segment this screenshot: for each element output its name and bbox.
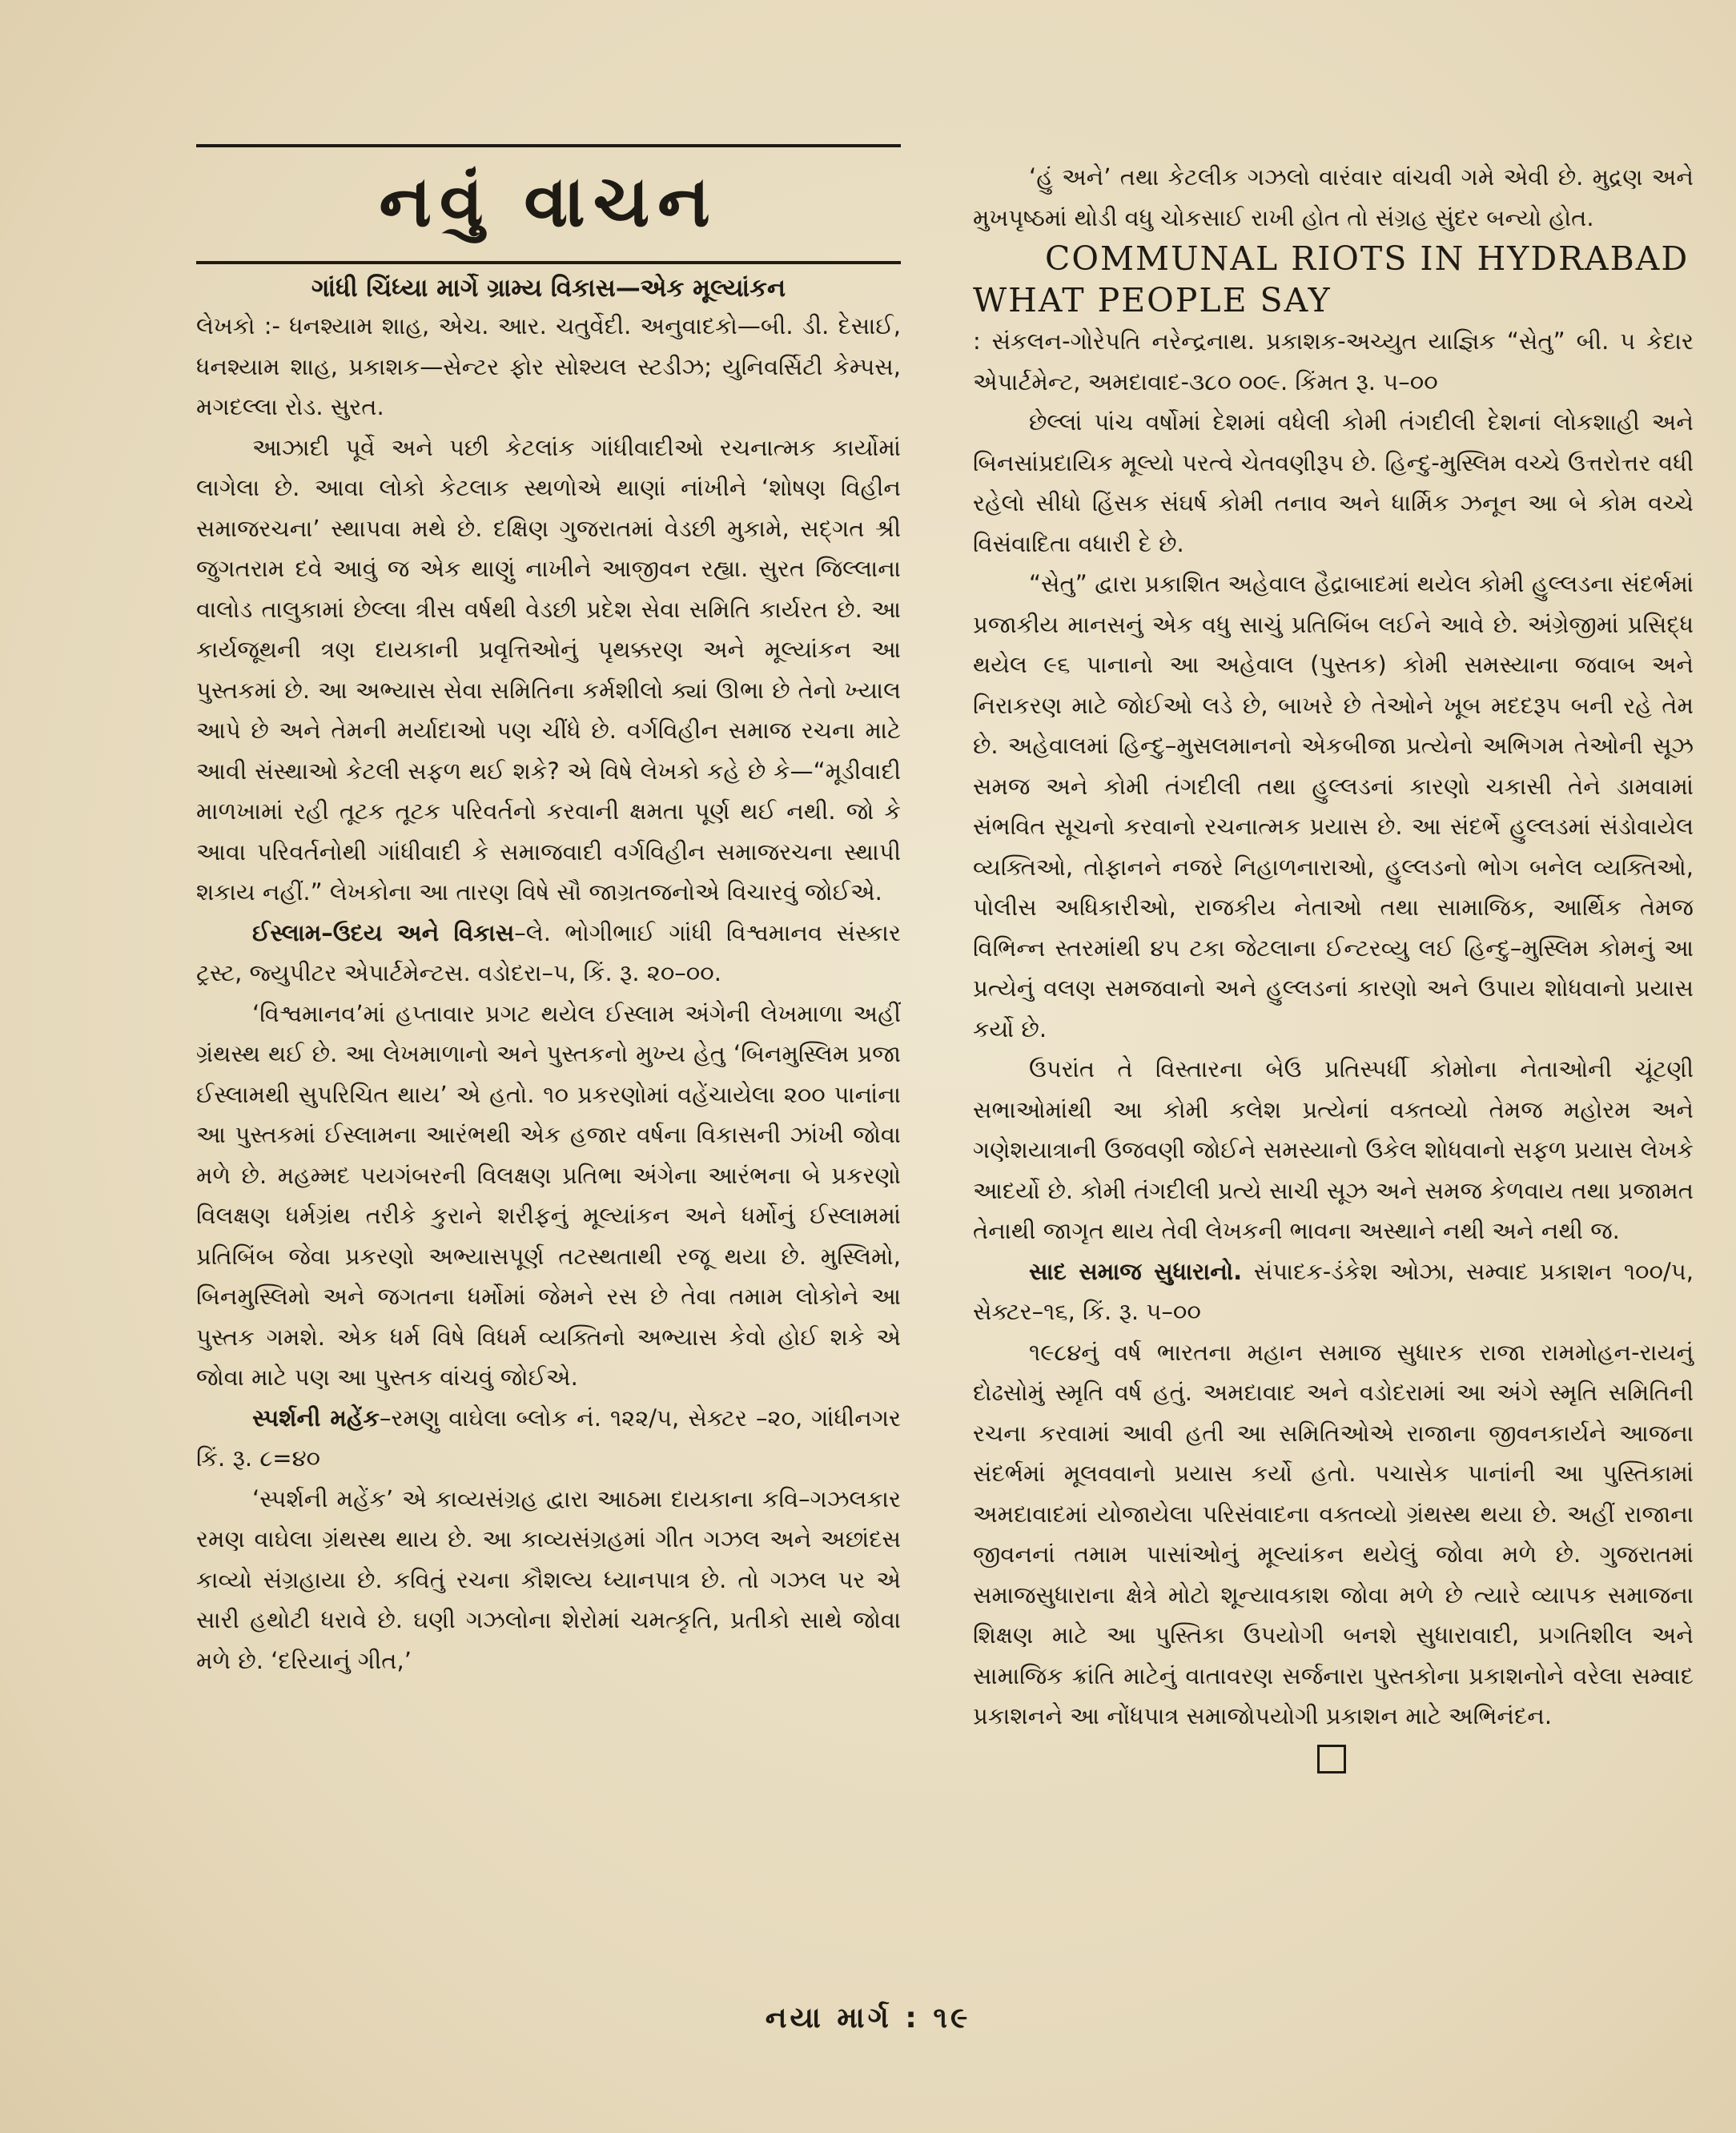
end-of-article-mark xyxy=(1317,1745,1346,1773)
left-column xyxy=(196,144,901,1681)
right-column xyxy=(973,157,1694,1777)
book5-title: સાદ સમાજ સુધારાનો. xyxy=(1029,1257,1243,1285)
book3-title: સ્પર્શની મહેંક xyxy=(252,1404,380,1432)
book1-review: આઝાદી પૂર્વે અને પછી કેટલાંક ગાંધીવાદીઓ રચનાત્મક કાર્યોમાં લાગેલા છે. આવા લોકો કેટલાક સ્થળોએ થાણાં નાંખીને ‘શોષણ વિહીન સમાજરચના’ સ્થાપવા મથે છે. દક્ષિણ ગુજરાતમાં વેડછી મુકામે, સદ્‌ગત શ્રી જુગતરામ દવે આવું જ એક થાણું નાખીને આજીવન રહ્યા. સુરત જિલ્લાના વાલોડ તાલુકામાં છેલ્લા ત્રીસ વર્ષથી વેડછી પ્રદેશ સેવા સમિતિ કાર્યરત છે. આ કાર્યજૂથની ત્રણ દાયકાની પ્રવૃત્તિઓનું પૃથક્કરણ અને મૂલ્યાંકન આ પુસ્તકમાં છે. આ અભ્યાસ સેવા સમિતિના કર્મશીલો ક્યાં ઊભા છે તેનો ખ્યાલ આપે છે અને તેમની મર્યાદાઓ પણ ચીંધે છે. વર્ગવિહીન સમાજ રચના માટે આવી સંસ્થાઓ કેટલી સફળ થઈ શકે? એ વિષે લેખકો કહે છે કે—“મૂડીવાદી માળખામાં રહી તૂટક તૂટક પરિવર્તનો કરવાની ક્ષમતા પૂર્ણ થઈ નથી. જો કે આવા પરિવર્તનોથી ગાંધીવાદી કે સમાજવાદી વર્ગવિહીન સમાજરચના સ્થાપી શકાય નહીં.” લેખકોના આ તારણ વિષે સૌ જાગ્રતજનોએ વિચારવું જોઈએ. xyxy=(196,433,901,906)
book3-review-continued: ‘હું અને’ તથા કેટલીક ગઝલો વારંવાર વાંચવી ગમે એવી છે. મુદ્રણ અને મુખપૃષ્ઠમાં થોડી વધુ ચોકસાઈ રાખી હોત તો સંગ્રહ સુંદર બન્યો હોત. xyxy=(973,163,1694,231)
page-heading: નવું વાચન xyxy=(379,160,718,243)
book3-review: ‘સ્પર્શની મહેંક’ એ કાવ્યસંગ્રહ દ્વારા આઠમા દાયકાના કવિ–ગઝલકાર રમણ વાઘેલા ગ્રંથસ્થ થાય છે. આ કાવ્યસંગ્રહમાં ગીત ગઝલ અને અછાંદસ કાવ્યો સંગ્રહાયા છે. કવિતું રચના કૌશલ્ય ધ્યાનપાત્ર છે. તો ગઝલ પર એ સારી હથોટી ધરાવે છે. ઘણી ગઝલોના શેરોમાં ચમત્કૃતિ, પ્રતીકો સાથે જોવા મળે છે. ‘દરિયાનું ગીત,’ xyxy=(196,1484,901,1674)
book5-meta: સંપાદક-ડંકેશ ઓઝા, સમ્વાદ પ્રકાશન ૧૦૦/૫, સેક્ટર–૧૬, કિં. રૂ. ૫–૦૦ xyxy=(973,1257,1694,1325)
top-rule xyxy=(196,144,901,147)
book4-review-2: “સેતુ” દ્વારા પ્રકાશિત અહેવાલ હૈદ્રાબાદમાં થયેલ કોમી હુલ્લડના સંદર્ભમાં પ્રજાકીય માનસનું એક વધુ સાચું પ્રતિબિંબ લઈને આવે છે. અંગ્રેજીમાં પ્રસિદ્ધ થયેલ ૯૬ પાનાનો આ અહેવાલ (પુસ્તક) કોમી સમસ્યાના જવાબ અને નિરાકરણ માટે જોઈઓ લડે છે, બાખરે છે તેઓને ખૂબ મદદરૂપ બની રહે તેમ છે. અહેવાલમાં હિન્દુ–મુસલમાનનો એકબીજા પ્રત્યેનો અભિગમ તેઓની સૂઝ સમજ અને કોમી તંગદીલી તથા હુલ્લડનાં કારણો ચકાસી તેને ડામવામાં સંભવિત સૂચનો કરવાનો રચનાત્મક પ્રયાસ છે. આ સંદર્ભે હુલ્લડમાં સંડોવાયેલ વ્યક્તિઓ, તોફાનને નજરે નિહાળનારાઓ, હુલ્લડનો ભોગ બનેલ વ્યક્તિઓ, પોલીસ અધિકારીઓ, રાજકીય નેતાઓ તથા સામાજિક, આર્થિક તેમજ વિભિન્ન સ્તરમાંથી ૪૫ ટકા જેટલાના ઈન્ટરવ્યુ લઈ હિન્દુ–મુસ્લિમ કોમનું આ પ્રત્યેનું વલણ સમજવાનો અને હુલ્લડનાં કારણો અને ઉપાય શોધવાનો પ્રયાસ કર્યો છે. xyxy=(973,570,1694,1042)
book1-title: ગાંધી ચિંધ્યા માર્ગે ગ્રામ્ય વિકાસ—એક મૂલ્યાંકન xyxy=(311,274,786,303)
book2-meta: –લે. ભોગીભાઈ ગાંધી વિશ્વમાનવ સંસ્કાર ટ્રસ્ટ, જ્યુપીટર એપાર્ટમેન્ટસ. વડોદરા–૫, કિં. રૂ. ૨૦–૦૦. xyxy=(196,918,902,986)
book4-review-3: ઉપરાંત તે વિસ્તારના બેઉ પ્રતિસ્પર્ધી કોમોના નેતાઓની ચૂંટણી સભાઓમાંથી આ કોમી કલેશ પ્રત્યેનાં વક્તવ્યો તેમજ મહોરમ અને ગણેશયાત્રાની ઉજવણી જોઈને સમસ્યાનો ઉકેલ શોધવાનો સફળ પ્રયાસ લેખકે આદર્યો છે. કોમી તંગદીલી પ્રત્યે સાચી સૂઝ અને સમજ કેળવાય તથા પ્રજામત તેનાથી જાગૃત થાય તેવી લેખકની ભાવના અસ્થાને નથી અને નથી જ. xyxy=(973,1055,1694,1244)
page-footer: નયા માર્ગ : ૧૯ xyxy=(765,2002,971,2035)
book4-review-1: છેલ્લાં પાંચ વર્ષોમાં દેશમાં વધેલી કોમી તંગદીલી દેશનાં લોકશાહી અને બિનસાંપ્રદાયિક મૂલ્યો પરત્વે ચેતવણીરૂપ છે. હિન્દુ-મુસ્લિમ વચ્ચે ઉત્તરોત્તર વધી રહેલો સીધો હિંસક સંઘર્ષ કોમી તનાવ અને ધાર્મિક ઝનૂન આ બે કોમ વચ્ચે વિસંવાદિતા વધારી દે છે. xyxy=(973,408,1694,557)
book4-title: COMMUNAL RIOTS IN HYDRABAD WHAT PEOPLE SAY xyxy=(973,239,1690,319)
heading-rule xyxy=(196,261,901,264)
book5-review: ૧૯૮૪નું વર્ષ ભારતના મહાન સમાજ સુધારક રાજા રામમોહન-રાયનું દોઢસોમું સ્મૃતિ વર્ષ હતું. અમદાવાદ અને વડોદરામાં આ અંગે સ્મૃતિ સમિતિની રચના કરવામાં આવી હતી આ સમિતિઓએ રાજાના જીવનકાર્યને આજના સંદર્ભમાં મૂલવવાનો પ્રયાસ કર્યો હતો. પચાસેક પાનાંની આ પુસ્તિકામાં અમદાવાદમાં યોજાયેલા પરિસંવાદના વક્તવ્યો ગ્રંથસ્થ થયા છે. અહીં રાજાના જીવનનાં તમામ પાસાંઓનું મૂલ્યાંકન થયેલું જોવા મળે છે. ગુજરાતમાં સમાજસુધારાના ક્ષેત્રે મોટો શૂન્યાવકાશ જોવા મળે છે ત્યારે વ્યાપક સમાજના શિક્ષણ માટે આ પુસ્તિકા ઉપયોગી બનશે સુધારાવાદી, પ્રગતિશીલ અને સામાજિક ક્રાંતિ માટેનું વાતાવરણ સર્જનારા પુસ્તકોના પ્રકાશનોને વરેલા સમ્વાદ પ્રકાશનને આ નોંધપાત્ર સમાજોપયોગી પ્રકાશન માટે અભિનંદન. xyxy=(973,1338,1694,1729)
book2-entry xyxy=(196,913,901,994)
book3-entry xyxy=(196,1398,901,1479)
book1-meta: લેખકો :- ધનશ્યામ શાહ, એચ. આર. ચતુર્વેદી. અનુવાદકો—બી. ડી. દેસાઈ, ધનશ્યામ શાહ, પ્રકાશક—સેન્ટર ફોર સોશ્યલ સ્ટડીઝ; યુનિવર્સિટી કેમ્પસ, મગદલ્લા રોડ. સુરત. xyxy=(196,312,901,420)
book2-title: ઈસ્લામ–ઉદય અને વિકાસ xyxy=(252,918,515,946)
book2-review: ‘વિશ્વમાનવ’માં હપ્તાવાર પ્રગટ થયેલ ઈસ્લામ અંગેની લેખમાળા અહીં ગ્રંથસ્થ થઈ છે. આ લેખમાળાનો અને પુસ્તકનો મુખ્ય હેતુ ‘બિનમુસ્લિમ પ્રજા ઈસ્લામથી સુપરિચિત થાય’ એ હતો. ૧૦ પ્રકરણોમાં વહેંચાયેલા ૨૦૦ પાનાંના આ પુસ્તકમાં ઈસ્લામના આરંભથી એક હજાર વર્ષના વિકાસની ઝાંખી જોવા મળે છે. મહમ્મદ પયગંબરની વિલક્ષણ પ્રતિભા અંગેના આરંભના બે પ્રકરણો વિલક્ષણ ધર્મગ્રંથ તરીકે કુરાને શરીફનું મૂલ્યાંકન અને ધર્મોનું ઈસ્લામમાં પ્રતિબિંબ જેવા પ્રકરણો અભ્યાસપૂર્ણ તટસ્થતાથી રજૂ થયા છે. મુસ્લિમો, બિનમુસ્લિમો અને જગતના ધર્મોમાં જેમને રસ છે તેવા તમામ લોકોને આ પુસ્તક ગમશે. એક ધર્મ વિષે વિધર્મ વ્યક્તિનો અભ્યાસ કેવો હોઈ શકે એ જોવા માટે પણ આ પુસ્તક વાંચવું જોઈએ. xyxy=(196,999,901,1391)
book4-meta: : સંકલન-ગોરેપતિ નરેન્દ્રનાથ. પ્રકાશક-અચ્યુત યાજ્ઞિક “સેતુ” બી. ૫ કેદાર એપાર્ટમેન્ટ, અમદાવાદ-૩૮૦ ૦૦૯. કિંમત રૂ. ૫–૦૦ xyxy=(973,327,1694,396)
book3-meta: –રમણુ વાઘેલા બ્લોક નં. ૧૨૨/૫, સેક્ટર –૨૦, ગાંધીનગર કિં. રૂ. ૮=૪૦ xyxy=(196,1404,901,1472)
book5-entry xyxy=(973,1251,1694,1332)
